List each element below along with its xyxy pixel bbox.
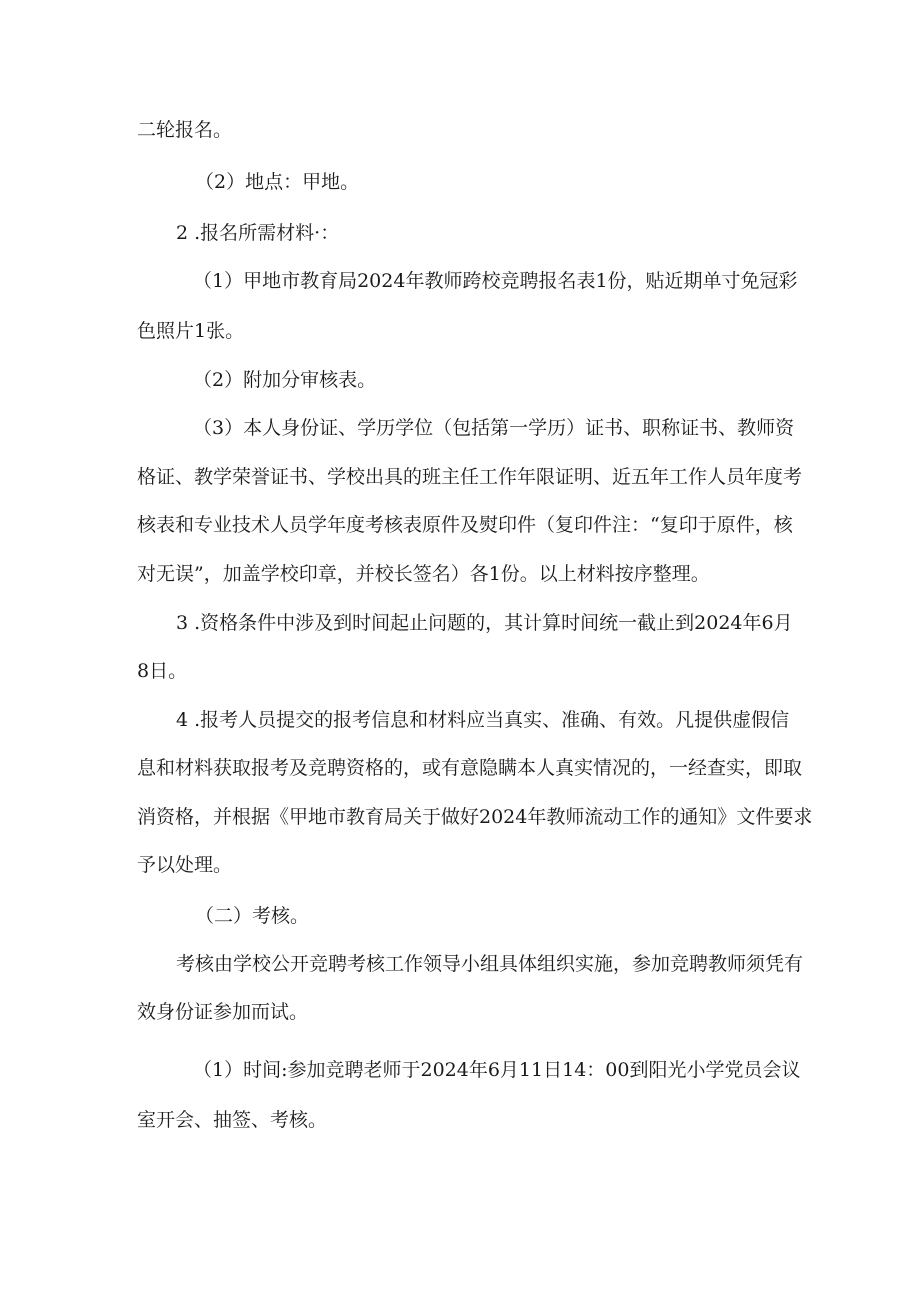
text-line: （2）地点：甲地。 [195, 171, 360, 193]
text-line: 2 .报名所需材料·： [176, 222, 340, 244]
text-line: （3）本人身份证、学历学位（包括第一学历）证书、职称证书、教师资 [193, 417, 795, 439]
text-line: 色照片1张。 [137, 320, 245, 342]
text-line: 予以处理。 [137, 854, 233, 876]
text-line: （2）附加分审核表。 [193, 369, 377, 391]
text-line: 消资格，并根据《甲地市教育局关于做好2024年教师流动工作的通知》文件要求 [137, 806, 813, 828]
text-line: （1）甲地市教育局2024年教师跨校竞聘报名表1份，贴近期单寸免冠彩 [193, 270, 798, 292]
text-line: 3 .资格条件中涉及到时间起止问题的，其计算时间统一截止到2024年6月 [176, 612, 793, 634]
text-line: 效身份证参加而试。 [137, 1001, 309, 1023]
text-line: 4 .报考人员提交的报考信息和材料应当真实、准确、有效。凡提供虚假信 [176, 709, 790, 731]
text-line: 考核由学校公开竞聘考核工作领导小组具体组织实施，参加竞聘教师须凭有 [176, 953, 804, 975]
text-line: 格证、教学荣誉证书、学校出具的班主任工作年限证明、近五年工作人员年度考 [137, 466, 803, 488]
text-line: 二轮报名。 [137, 119, 233, 141]
text-line: 息和材料获取报考及竞聘资格的，或有意隐瞒本人真实情况的，一经查实，即取 [137, 757, 803, 779]
text-line: 核表和专业技术人员学年度考核表原件及熨印件（复印件注：“复印于原件，核 [137, 514, 793, 536]
text-line: 室开会、抽签、考核。 [137, 1109, 328, 1131]
text-line: 对无误”，加盖学校印章，并校长签名）各1份。以上材料按序整理。 [137, 563, 710, 585]
text-line: （1）时间:参加竞聘老师于2024年6月11日14：00到阳光小学党员会议 [193, 1059, 801, 1081]
text-line: 8日。 [137, 660, 188, 682]
section-heading: （二）考核。 [195, 905, 310, 927]
